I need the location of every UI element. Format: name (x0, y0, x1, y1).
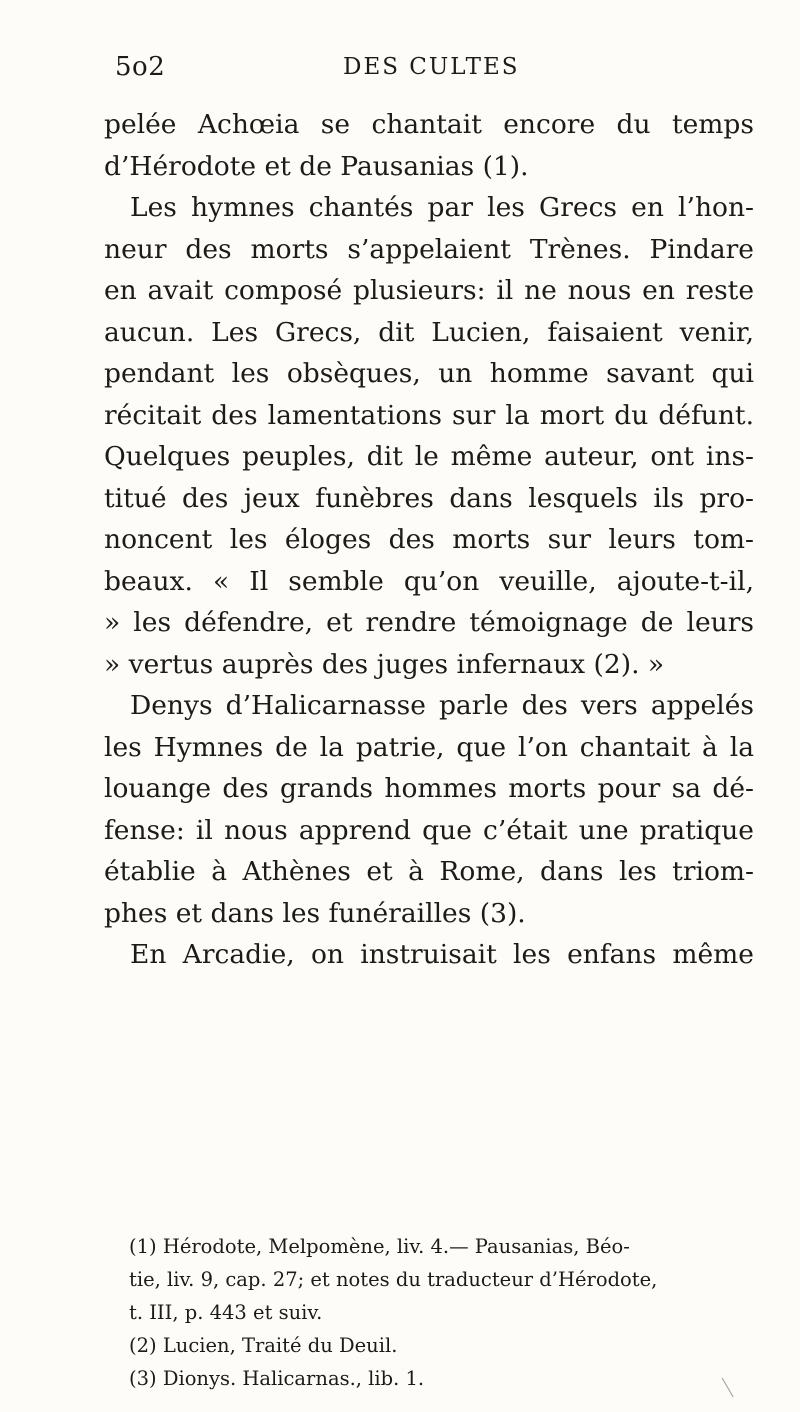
text-line: pelée Achœia se chantait encore du temps (104, 109, 754, 140)
text-line: établie à Athènes et à Rome, dans les triom- (104, 856, 754, 887)
body-text (104, 104, 754, 976)
text-line: beaux. « Il semble qu’on veuille, ajoute-t-il, (104, 565, 754, 597)
footnote-line: (2) Lucien, Traité du Deuil. (129, 1334, 398, 1357)
text-line: Denys d’Halicarnasse parle des vers appelés (130, 690, 754, 721)
text-line: récitait des lamentations sur la mort du défunt. (104, 399, 754, 431)
text-line: en avait composé plusieurs: il ne nous en reste (104, 275, 754, 306)
footnote-line: (1) Hérodote, Melpomène, liv. 4.— Pausanias, Béo- (129, 1235, 630, 1258)
text-line: d’Hérodote et de Pausanias (1). (104, 150, 529, 182)
text-line: pendant les obsèques, un homme savant qui (104, 358, 754, 389)
text-line: » vertus auprès des juges infernaux (2). » (104, 648, 665, 680)
text-line: titué des jeux funèbres dans lesquels ils pro- (104, 482, 754, 514)
footnotes (129, 1230, 754, 1395)
text-line: les Hymnes de la patrie, que l’on chantait à la (104, 731, 754, 763)
footnote-line: (3) Dionys. Halicarnas., lib. 1. (129, 1367, 425, 1390)
text-line: noncent les éloges des morts sur leurs tom- (104, 524, 754, 555)
footnote-line: tie, liv. 9, cap. 27; et notes du traducteur d’Hérodote, (129, 1268, 658, 1291)
footnote-line: t. III, p. 443 et suiv. (129, 1301, 323, 1324)
text-line: fense: il nous apprend que c’était une pratique (104, 814, 754, 846)
text-line: » les défendre, et rendre témoignage de leurs (104, 607, 754, 638)
text-line: Les hymnes chantés par les Grecs en l’hon- (130, 192, 754, 223)
text-line: aucun. Les Grecs, dit Lucien, faisaient venir, (104, 316, 754, 348)
text-line: phes et dans les funérailles (3). (104, 897, 526, 929)
text-line: En Arcadie, on instruisait les enfans même (130, 939, 754, 970)
page-number: 5o2 (115, 52, 166, 82)
page-header (115, 52, 695, 92)
text-line: Quelques peuples, dit le même auteur, ont ins- (104, 441, 754, 472)
text-line: louange des grands hommes morts pour sa dé- (104, 773, 754, 804)
text-line: neur des morts s’appelaient Trènes. Pindare (104, 233, 754, 265)
running-head: DES CULTES (343, 54, 520, 80)
